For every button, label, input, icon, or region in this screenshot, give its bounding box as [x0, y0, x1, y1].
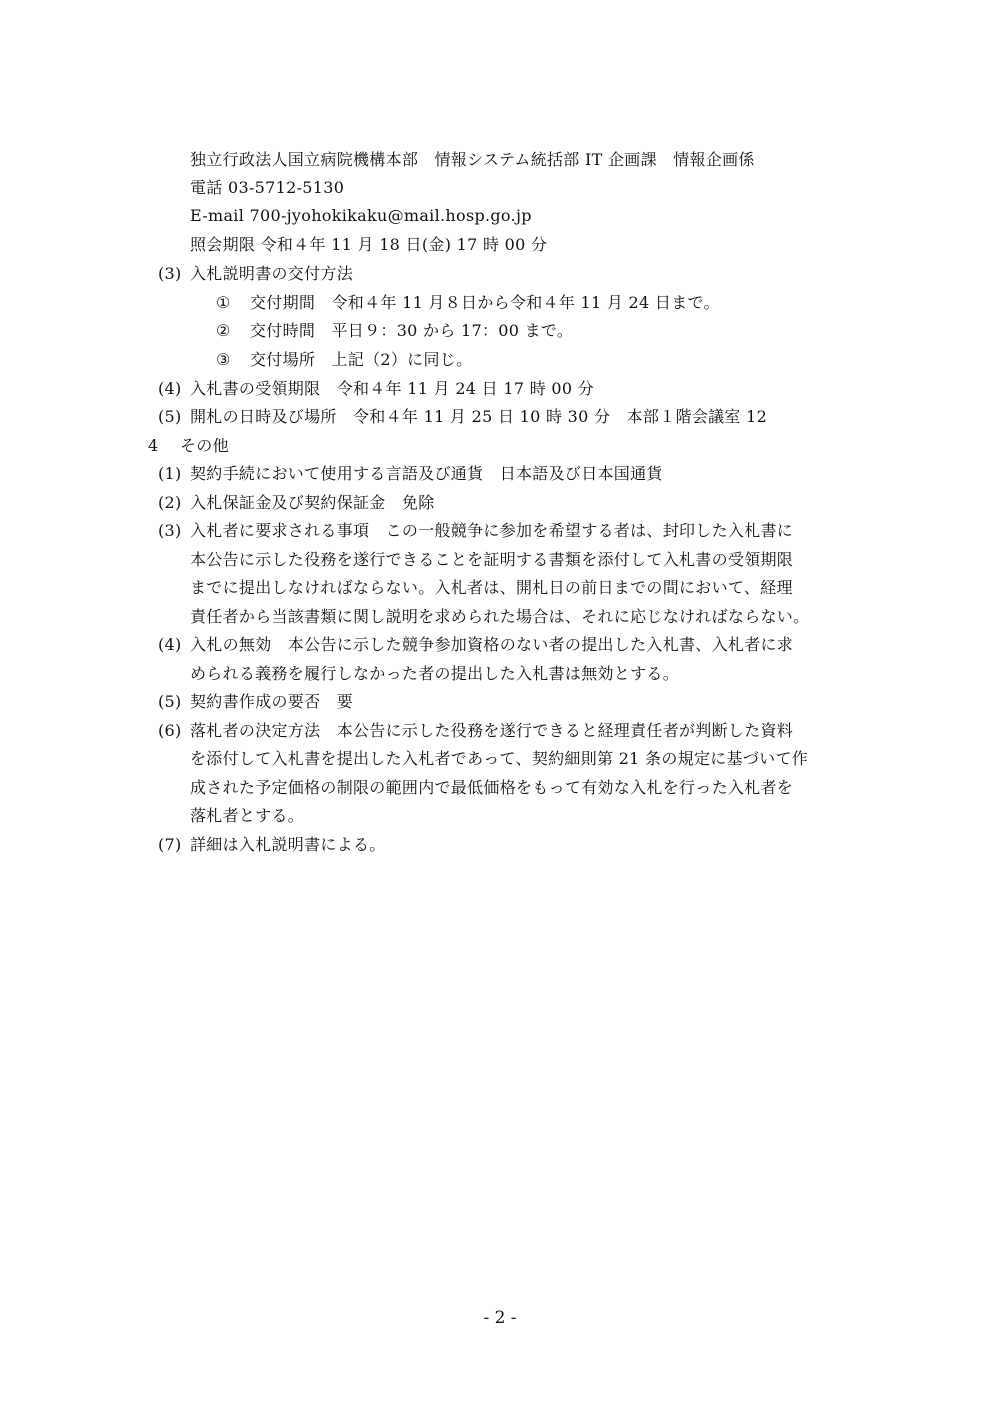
- sub-item-text: 交付場所 上記（2）に同じ。: [250, 350, 473, 369]
- contact-inquiry-deadline: 照会期限 令和４年 11 月 18 日(金) 17 時 00 分: [190, 235, 548, 254]
- item-number: (5): [158, 407, 182, 426]
- item-number: (5): [158, 692, 182, 711]
- item-text: 入札の無効 本公告に示した競争参加資格のない者の提出した入札書、入札者に求: [190, 635, 794, 654]
- item-text: 契約手続において使用する言語及び通貨 日本語及び日本国通貨: [190, 464, 663, 483]
- circled-number: ③: [216, 350, 231, 369]
- other-item-1-language-currency: [158, 460, 663, 488]
- contact-phone: 電話 03-5712-5130: [190, 178, 345, 197]
- item-text-continuation: を添付して入札書を提出した入札者であって、契約細則第 21 条の規定に基づいて作: [190, 749, 809, 768]
- contact-organization: 独立行政法人国立病院機構本部 情報システム統括部 IT 企画課 情報企画係: [190, 150, 755, 169]
- item-4-bid-deadline: [158, 375, 594, 403]
- item-text: 契約書作成の要否 要: [190, 692, 354, 711]
- other-item-7-details: [158, 831, 386, 859]
- item-text: 入札保証金及び契約保証金 免除: [190, 493, 435, 512]
- item-number: (4): [158, 379, 182, 398]
- other-item-5-contract-document: [158, 688, 353, 716]
- item-text-continuation: 成された予定価格の制限の範囲内で最低価格をもって有効な入札を行った入札者を: [190, 778, 794, 797]
- item-number: (1): [158, 464, 182, 483]
- other-item-3-requirements: [158, 517, 793, 545]
- item-number: (3): [158, 521, 182, 540]
- other-item-6-winner-determination: [158, 717, 793, 745]
- item-number: (2): [158, 493, 182, 512]
- item-text-continuation: 本公告に示した役務を遂行できることを証明する書類を添付して入札書の受領期限: [190, 550, 794, 569]
- other-item-2-deposit: [158, 489, 435, 517]
- distribution-period: [216, 289, 720, 317]
- circled-number: ①: [216, 293, 231, 312]
- item-3-distribution-method: [158, 260, 353, 288]
- section-4-heading: [148, 432, 229, 460]
- item-number: (3): [158, 264, 182, 283]
- item-text: 入札者に要求される事項 この一般競争に参加を希望する者は、封印した入札書に: [190, 521, 794, 540]
- other-item-4-invalid-bids: [158, 631, 793, 659]
- page-number: - 2 -: [483, 1308, 517, 1328]
- sub-item-text: 交付時間 平日９：30 から 17：00 まで。: [250, 321, 574, 340]
- distribution-hours: [216, 317, 573, 345]
- item-number: (6): [158, 721, 182, 740]
- item-text-continuation: までに提出しなければならない。入札者は、開札日の前日までの間において、経理: [190, 578, 793, 597]
- item-text: 入札説明書の交付方法: [190, 264, 354, 283]
- item-text: 開札の日時及び場所 令和４年 11 月 25 日 10 時 30 分 本部１階会議室 12: [190, 407, 768, 426]
- item-text-continuation: 落札者とする。: [190, 806, 305, 825]
- section-title: その他: [180, 436, 229, 455]
- item-number: (4): [158, 635, 182, 654]
- item-text: 入札書の受領期限 令和４年 11 月 24 日 17 時 00 分: [190, 379, 595, 398]
- item-text-continuation: 責任者から当該書類に関し説明を求められた場合は、それに応じなければならない。: [190, 607, 810, 626]
- item-text-continuation: められる義務を履行しなかった者の提出した入札書は無効とする。: [190, 664, 680, 683]
- item-5-opening-datetime-place: [158, 403, 767, 431]
- section-number: 4: [148, 436, 159, 455]
- distribution-place: [216, 346, 472, 374]
- sub-item-text: 交付期間 令和４年 11 月８日から令和４年 11 月 24 日まで。: [250, 293, 720, 312]
- item-number: (7): [158, 835, 182, 854]
- item-text: 詳細は入札説明書による。: [190, 835, 386, 854]
- item-text: 落札者の決定方法 本公告に示した役務を遂行できると経理責任者が判断した資料: [190, 721, 794, 740]
- circled-number: ②: [216, 321, 231, 340]
- contact-email: E-mail 700-jyohokikaku@mail.hosp.go.jp: [190, 206, 532, 225]
